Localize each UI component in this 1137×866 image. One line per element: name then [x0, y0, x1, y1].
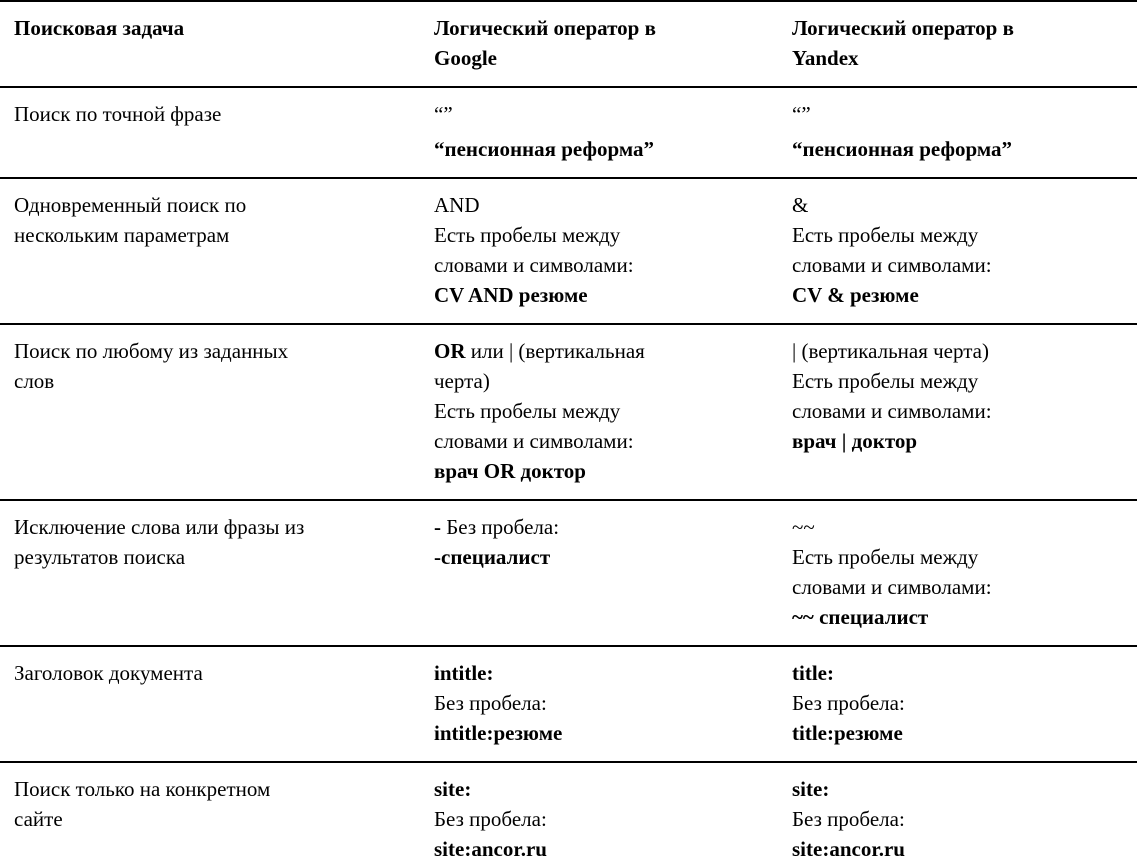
yandex-operator-cell — [778, 762, 1137, 866]
table-row — [0, 178, 1137, 324]
cell-line — [434, 43, 770, 73]
cell-line — [792, 774, 1129, 804]
table-row — [0, 324, 1137, 500]
cell-line — [792, 834, 1129, 864]
plain-text: нескольким параметрам — [14, 223, 230, 247]
plain-text: Без пробела: — [434, 807, 547, 831]
cell-line — [792, 280, 1129, 310]
plain-text: “” — [792, 102, 811, 126]
task-cell — [0, 762, 420, 866]
cell-line — [434, 220, 770, 250]
plain-text: Поиск по точной фразе — [14, 102, 222, 126]
plain-text: или | (вертикальная — [465, 339, 645, 363]
task-cell — [0, 646, 420, 762]
cell-line — [14, 99, 412, 129]
google-operator-cell — [420, 87, 778, 178]
plain-text: словами и символами: — [792, 399, 992, 423]
operator-text: CV & резюме — [792, 283, 919, 307]
cell-line — [14, 336, 412, 366]
cell-line — [434, 688, 770, 718]
cell-line — [792, 43, 1129, 73]
plain-text: сайте — [14, 807, 63, 831]
plain-text: ~~ — [792, 515, 815, 539]
table-row — [0, 762, 1137, 866]
cell-line — [792, 190, 1129, 220]
task-cell — [0, 500, 420, 646]
cell-line — [792, 658, 1129, 688]
cell-line — [434, 718, 770, 748]
cell-line — [792, 366, 1129, 396]
plain-text: словами и символами: — [792, 575, 992, 599]
plain-text: AND — [434, 193, 480, 217]
operator-text: врач | доктор — [792, 429, 918, 453]
cell-line — [792, 250, 1129, 280]
operator-text: title:резюме — [792, 721, 903, 745]
header-google — [420, 1, 778, 87]
operator-text: - — [434, 515, 441, 539]
cell-line — [792, 512, 1129, 542]
header-task — [0, 1, 420, 87]
cell-line — [14, 804, 412, 834]
cell-line — [792, 426, 1129, 456]
cell-line — [434, 134, 770, 164]
cell-line — [792, 220, 1129, 250]
cell-line — [434, 804, 770, 834]
cell-line — [434, 13, 770, 43]
header-yandex — [778, 1, 1137, 87]
plain-text: | (вертикальная черта) — [792, 339, 989, 363]
cell-line — [792, 804, 1129, 834]
plain-text: Есть пробелы между — [792, 545, 979, 569]
cell-line — [434, 280, 770, 310]
operator-text: Google — [434, 46, 497, 70]
table-header — [0, 1, 1137, 87]
cell-line — [792, 13, 1129, 43]
cell-line — [792, 718, 1129, 748]
cell-line — [14, 366, 412, 396]
cell-line — [792, 99, 1129, 129]
cell-line — [14, 13, 412, 43]
cell-line — [14, 542, 412, 572]
operator-text: Логический оператор в — [792, 16, 1014, 40]
plain-text: Есть пробелы между — [434, 399, 621, 423]
google-operator-cell — [420, 324, 778, 500]
google-operator-cell — [420, 500, 778, 646]
cell-line — [792, 542, 1129, 572]
plain-text: Исключение слова или фразы из — [14, 515, 305, 539]
cell-line — [434, 99, 770, 129]
operator-text: “пенсионная реформа” — [434, 137, 655, 161]
plain-text: Поиск только на конкретном — [14, 777, 271, 801]
operator-text: site: — [792, 777, 830, 801]
cell-line — [434, 336, 770, 366]
plain-text: Одновременный поиск по — [14, 193, 247, 217]
plain-text: словами и символами: — [434, 253, 634, 277]
plain-text: Есть пробелы между — [434, 223, 621, 247]
cell-line — [14, 658, 412, 688]
plain-text: Есть пробелы между — [792, 223, 979, 247]
task-cell — [0, 324, 420, 500]
operator-text: OR — [434, 339, 466, 363]
plain-text: Есть пробелы между — [792, 369, 979, 393]
cell-line — [792, 396, 1129, 426]
cell-line — [434, 426, 770, 456]
operator-text: Логический оператор в — [434, 16, 656, 40]
cell-line — [434, 456, 770, 486]
plain-text: “” — [434, 102, 453, 126]
operator-text: ~~ специалист — [792, 605, 929, 629]
cell-line — [434, 396, 770, 426]
table-row — [0, 87, 1137, 178]
plain-text: & — [792, 193, 809, 217]
task-cell — [0, 178, 420, 324]
cell-line — [792, 336, 1129, 366]
yandex-operator-cell — [778, 646, 1137, 762]
cell-line — [434, 366, 770, 396]
table-body — [0, 87, 1137, 866]
plain-text: слов — [14, 369, 55, 393]
cell-line — [434, 834, 770, 864]
operator-text: врач OR доктор — [434, 459, 586, 483]
cell-line — [14, 190, 412, 220]
google-operator-cell — [420, 762, 778, 866]
plain-text: Без пробела: — [792, 807, 905, 831]
plain-text: Поиск по любому из заданных — [14, 339, 289, 363]
operator-text: “пенсионная реформа” — [792, 137, 1013, 161]
yandex-operator-cell — [778, 500, 1137, 646]
cell-line — [792, 688, 1129, 718]
operator-text: Поисковая задача — [14, 16, 185, 40]
google-operator-cell — [420, 178, 778, 324]
yandex-operator-cell — [778, 324, 1137, 500]
plain-text: Без пробела: — [434, 691, 547, 715]
cell-line — [792, 602, 1129, 632]
operator-text: site:ancor.ru — [792, 837, 905, 861]
cell-line — [434, 512, 770, 542]
operator-text: Yandex — [792, 46, 859, 70]
plain-text: Без пробела: — [441, 515, 560, 539]
cell-line — [792, 134, 1129, 164]
plain-text: результатов поиска — [14, 545, 186, 569]
yandex-operator-cell — [778, 87, 1137, 178]
google-operator-cell — [420, 646, 778, 762]
cell-line — [434, 250, 770, 280]
plain-text: Заголовок документа — [14, 661, 203, 685]
operator-text: site: — [434, 777, 472, 801]
cell-line — [792, 572, 1129, 602]
plain-text: словами и символами: — [792, 253, 992, 277]
operator-text: title: — [792, 661, 834, 685]
plain-text: черта) — [434, 369, 490, 393]
operator-text: intitle:резюме — [434, 721, 563, 745]
operator-text: site:ancor.ru — [434, 837, 547, 861]
operator-text: CV AND резюме — [434, 283, 588, 307]
header-row — [0, 1, 1137, 87]
cell-line — [14, 220, 412, 250]
cell-line — [434, 542, 770, 572]
cell-line — [14, 512, 412, 542]
table-row — [0, 500, 1137, 646]
operator-text: intitle: — [434, 661, 494, 685]
cell-line — [14, 774, 412, 804]
cell-line — [434, 774, 770, 804]
cell-line — [434, 190, 770, 220]
table-row — [0, 646, 1137, 762]
plain-text: Без пробела: — [792, 691, 905, 715]
cell-line — [434, 658, 770, 688]
plain-text: словами и символами: — [434, 429, 634, 453]
operator-text: -специалист — [434, 545, 551, 569]
task-cell — [0, 87, 420, 178]
yandex-operator-cell — [778, 178, 1137, 324]
